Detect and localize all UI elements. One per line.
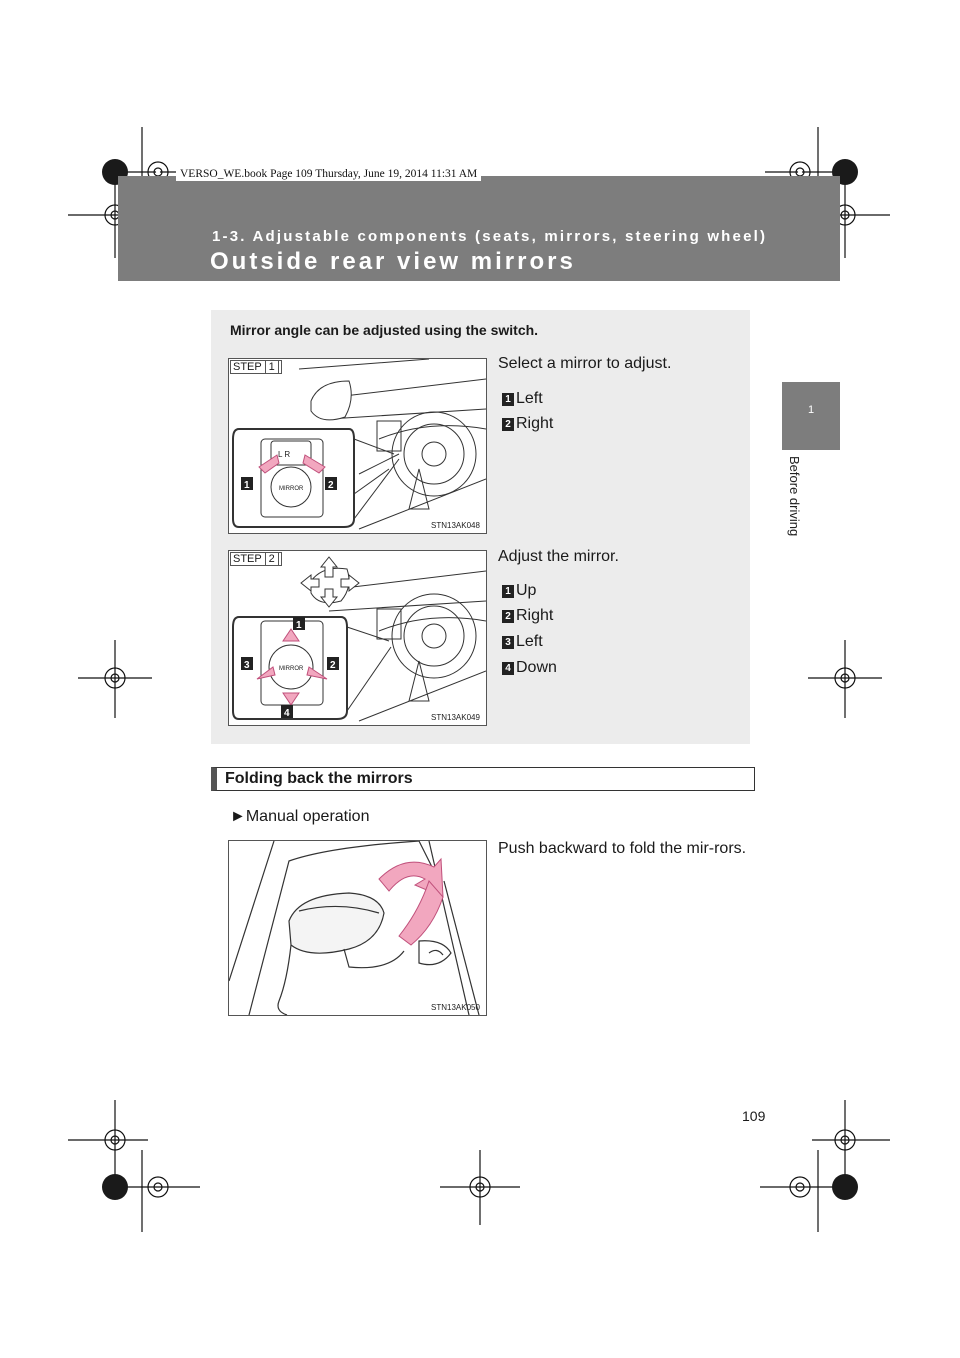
number-badge: 3: [502, 636, 514, 649]
number-badge: 1: [502, 393, 514, 406]
page-title: Outside rear view mirrors: [210, 248, 576, 275]
item-label: Right: [516, 607, 554, 624]
number-badge: 1: [502, 585, 514, 598]
step2-instruction: Adjust the mirror.: [498, 548, 619, 565]
step2-item-4: [502, 659, 557, 677]
step1-figure: [228, 358, 487, 534]
item-label: Right: [516, 415, 554, 432]
step2-item-1: [502, 582, 536, 600]
svg-text:4: 4: [284, 708, 290, 719]
mirror-label: MIRROR: [279, 666, 304, 672]
lr-label: L R: [278, 450, 291, 459]
item-label: Left: [516, 390, 543, 407]
section-title: 1-3. Adjustable components (seats, mirrors, steering wheel): [212, 228, 768, 245]
step-number: 2: [265, 552, 279, 566]
mirror-label: MIRROR: [279, 486, 304, 492]
step2-illustration: [229, 551, 486, 725]
step1-item-1: [502, 390, 543, 408]
step-number: 1: [265, 360, 279, 374]
step2-item-3: [502, 633, 543, 651]
svg-text:2: 2: [330, 660, 336, 671]
manual-operation: ►Manual operation: [230, 808, 370, 825]
step2-figure: [228, 550, 487, 726]
step2-badge: [230, 552, 282, 566]
figure-code: STN13AK050: [431, 1003, 480, 1012]
intro-text: Mirror angle can be adjusted using the switch.: [230, 322, 539, 338]
svg-text:1: 1: [296, 620, 302, 631]
step-word: STEP: [233, 361, 262, 373]
chapter-tab: [782, 382, 840, 450]
step1-item-2: [502, 415, 553, 433]
svg-text:1: 1: [244, 480, 250, 491]
svg-text:3: 3: [244, 660, 250, 671]
page-number: 109: [742, 1108, 766, 1124]
chapter-label-wrap: [786, 456, 804, 556]
step1-badge: [230, 360, 282, 374]
step2-item-2: [502, 607, 553, 625]
folding-heading: [211, 767, 755, 791]
fold-illustration: [229, 841, 486, 1015]
step-word: STEP: [233, 553, 262, 565]
svg-text:2: 2: [328, 480, 334, 491]
chapter-label: Before driving: [787, 456, 802, 537]
book-stamp: VERSO_WE.book Page 109 Thursday, June 19, 2014 11:31 AM: [176, 167, 481, 181]
step1-illustration: [229, 359, 486, 533]
number-badge: 4: [502, 662, 514, 675]
fold-figure: [228, 840, 487, 1016]
figure-code: STN13AK049: [431, 713, 480, 722]
item-label: Down: [516, 659, 557, 676]
chapter-number: 1: [807, 404, 815, 416]
step1-instruction: Select a mirror to adjust.: [498, 355, 672, 372]
fold-instruction: Push backward to fold the mir-rors.: [498, 840, 747, 857]
figure-code: STN13AK048: [431, 521, 480, 530]
folding-heading-text: Folding back the mirrors: [225, 770, 413, 787]
number-badge: 2: [502, 418, 514, 431]
item-label: Left: [516, 633, 543, 650]
number-badge: 2: [502, 610, 514, 623]
item-label: Up: [516, 582, 537, 599]
